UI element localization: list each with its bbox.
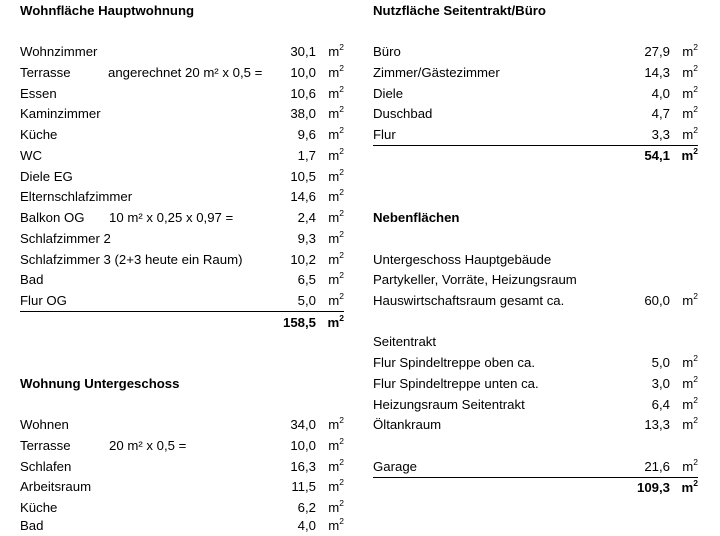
- row-unit: $m^2$: [682, 395, 698, 412]
- basement-section-title: Wohnung Untergeschoss: [20, 376, 180, 391]
- total-row: [373, 145, 698, 166]
- row-unit: $m^2$: [682, 374, 698, 391]
- row-label: Flur OG: [20, 293, 67, 308]
- row-unit: $m^2$: [328, 146, 344, 163]
- text-line: [373, 249, 698, 270]
- row-unit: $m^2$: [682, 457, 698, 474]
- row-label: Flur: [373, 127, 396, 142]
- group-description: Partykeller, Vorräte, Heizungsraum: [373, 272, 577, 287]
- row-value: 9,3: [297, 231, 316, 246]
- office-section-title: Nutzfläche Seitentrakt/Büro: [373, 3, 546, 18]
- table-row: [20, 207, 344, 228]
- table-row: [20, 515, 344, 536]
- row-value: 21,6: [644, 459, 670, 474]
- table-row: [20, 290, 344, 311]
- table-row: [373, 352, 698, 373]
- row-unit: $m^2$: [328, 477, 344, 494]
- row-value: 14,3: [644, 65, 670, 80]
- row-unit: $m^2$: [328, 516, 344, 533]
- row-unit: $m^2$: [328, 250, 344, 267]
- table-row: [373, 41, 698, 62]
- table-row: [20, 456, 344, 477]
- row-label: Wohnen: [20, 417, 69, 432]
- row-label: Schlafzimmer 3 (2+3 heute ein Raum): [20, 252, 243, 267]
- row-value: 30,1: [290, 44, 316, 59]
- table-row: [20, 476, 344, 497]
- row-unit: $m^2$: [682, 353, 698, 370]
- group-heading: Seitentrakt: [373, 334, 437, 349]
- row-label: Duschbad: [373, 106, 433, 121]
- row-label: Küche: [20, 127, 58, 142]
- row-value: 4,7: [651, 106, 670, 121]
- row-calculation: 10 m² x 0,25 x 0,97 =: [109, 210, 234, 225]
- row-unit: $m^2$: [682, 63, 698, 80]
- table-row: [373, 373, 698, 394]
- row-unit: $m^2$: [328, 63, 344, 80]
- row-unit: $m^2$: [682, 84, 698, 101]
- row-value: 6,2: [297, 500, 316, 515]
- total-unit: $m^2$: [327, 313, 344, 330]
- row-label: Wohnzimmer: [20, 44, 98, 59]
- table-row: [373, 414, 698, 435]
- row-unit: $m^2$: [328, 84, 344, 101]
- main-section-title: Wohnfläche Hauptwohnung: [20, 3, 195, 18]
- row-value: 10,0: [290, 438, 316, 453]
- table-row: [20, 62, 344, 83]
- table-row: [373, 62, 698, 83]
- row-label: Schlafen: [20, 459, 72, 474]
- row-value: 38,0: [290, 106, 316, 121]
- total-row: [373, 477, 698, 498]
- row-label: Terrasse: [20, 438, 71, 453]
- table-row: [20, 186, 344, 207]
- row-unit: $m^2$: [328, 291, 344, 308]
- row-value: 10,0: [290, 65, 316, 80]
- table-row: [20, 228, 344, 249]
- group-heading: Untergeschoss Hauptgebäude: [373, 252, 552, 267]
- table-row: [20, 41, 344, 62]
- row-unit: $m^2$: [328, 187, 344, 204]
- row-unit: $m^2$: [328, 104, 344, 121]
- row-unit: $m^2$: [682, 42, 698, 59]
- row-label: Garage: [373, 459, 417, 474]
- row-value: 6,5: [297, 272, 316, 287]
- row-value: 13,3: [644, 417, 670, 432]
- row-unit: $m^2$: [328, 42, 344, 59]
- row-label: Diele EG: [20, 169, 73, 184]
- row-label: Zimmer/Gästezimmer: [373, 65, 500, 80]
- row-unit: $m^2$: [682, 291, 698, 308]
- row-unit: $m^2$: [328, 229, 344, 246]
- row-value: 10,6: [290, 86, 316, 101]
- row-unit: $m^2$: [328, 415, 344, 432]
- row-label: Diele: [373, 86, 404, 101]
- row-value: 10,5: [290, 169, 316, 184]
- row-label: Flur Spindeltreppe oben ca.: [373, 355, 536, 370]
- text-line: [373, 269, 698, 290]
- row-value: 4,0: [651, 86, 670, 101]
- row-unit: $m^2$: [682, 125, 698, 142]
- table-row: [373, 456, 698, 477]
- table-row: [373, 394, 698, 415]
- row-value: 6,4: [651, 397, 670, 412]
- row-unit: $m^2$: [328, 270, 344, 287]
- row-unit: $m^2$: [328, 457, 344, 474]
- row-value: 11,5: [291, 479, 316, 494]
- row-label: Bad: [20, 272, 44, 287]
- row-label: Balkon OG: [20, 210, 85, 225]
- table-row: [20, 145, 344, 166]
- row-unit: $m^2$: [328, 436, 344, 453]
- row-unit: $m^2$: [682, 415, 698, 432]
- row-label: Hauswirtschaftsraum gesamt ca.: [373, 293, 565, 308]
- row-value: 3,3: [651, 127, 670, 142]
- table-row: [20, 269, 344, 290]
- row-value: 5,0: [297, 293, 316, 308]
- ancillary-section-title: Nebenflächen: [373, 210, 460, 225]
- row-value: 9,6: [297, 127, 316, 142]
- total-value: 158,5: [282, 315, 316, 330]
- table-row: [373, 124, 698, 145]
- row-value: 3,0: [651, 376, 670, 391]
- row-label: Öltankraum: [373, 417, 442, 432]
- row-value: 2,4: [297, 210, 316, 225]
- row-value: 27,9: [644, 44, 670, 59]
- row-value: 10,2: [290, 252, 316, 267]
- row-label: Schlafzimmer 2: [20, 231, 111, 246]
- table-row: [20, 249, 344, 270]
- row-unit: $m^2$: [682, 104, 698, 121]
- row-calculation: angerechnet 20 m² x 0,5 =: [108, 65, 263, 80]
- row-value: 1,7: [297, 148, 316, 163]
- table-row: [20, 124, 344, 145]
- table-row: [20, 166, 344, 187]
- row-label: Essen: [20, 86, 57, 101]
- row-label: Terrasse: [20, 65, 71, 80]
- text-line: [373, 331, 698, 352]
- row-label: Bad: [20, 518, 44, 533]
- table-row: [20, 414, 344, 435]
- row-label: Flur Spindeltreppe unten ca.: [373, 376, 539, 391]
- table-row: [373, 83, 698, 104]
- table-row: [20, 435, 344, 456]
- total-unit: $m^2$: [681, 478, 698, 495]
- row-unit: $m^2$: [328, 208, 344, 225]
- row-value: 60,0: [644, 293, 670, 308]
- row-label: Küche: [20, 500, 58, 515]
- table-row: [20, 83, 344, 104]
- table-row: [373, 290, 698, 311]
- row-calculation: 20 m² x 0,5 =: [109, 438, 187, 453]
- row-label: Heizungsraum Seitentrakt: [373, 397, 525, 412]
- total-value: 54,1: [644, 148, 670, 163]
- row-value: 4,0: [297, 518, 316, 533]
- row-value: 16,3: [290, 459, 316, 474]
- table-row: [373, 103, 698, 124]
- table-row: [20, 103, 344, 124]
- row-value: 5,0: [651, 355, 670, 370]
- row-value: 34,0: [290, 417, 316, 432]
- row-unit: $m^2$: [328, 125, 344, 142]
- row-label: Büro: [373, 44, 401, 59]
- row-label: Elternschlafzimmer: [20, 189, 133, 204]
- row-label: Arbeitsraum: [20, 479, 92, 494]
- total-row: [20, 312, 344, 333]
- row-value: 14,6: [290, 189, 316, 204]
- row-label: Kaminzimmer: [20, 106, 101, 121]
- row-unit: $m^2$: [328, 167, 344, 184]
- total-value: 109,3: [636, 480, 670, 495]
- row-label: WC: [20, 148, 42, 163]
- row-unit: $m^2$: [328, 498, 344, 515]
- total-unit: $m^2$: [681, 146, 698, 163]
